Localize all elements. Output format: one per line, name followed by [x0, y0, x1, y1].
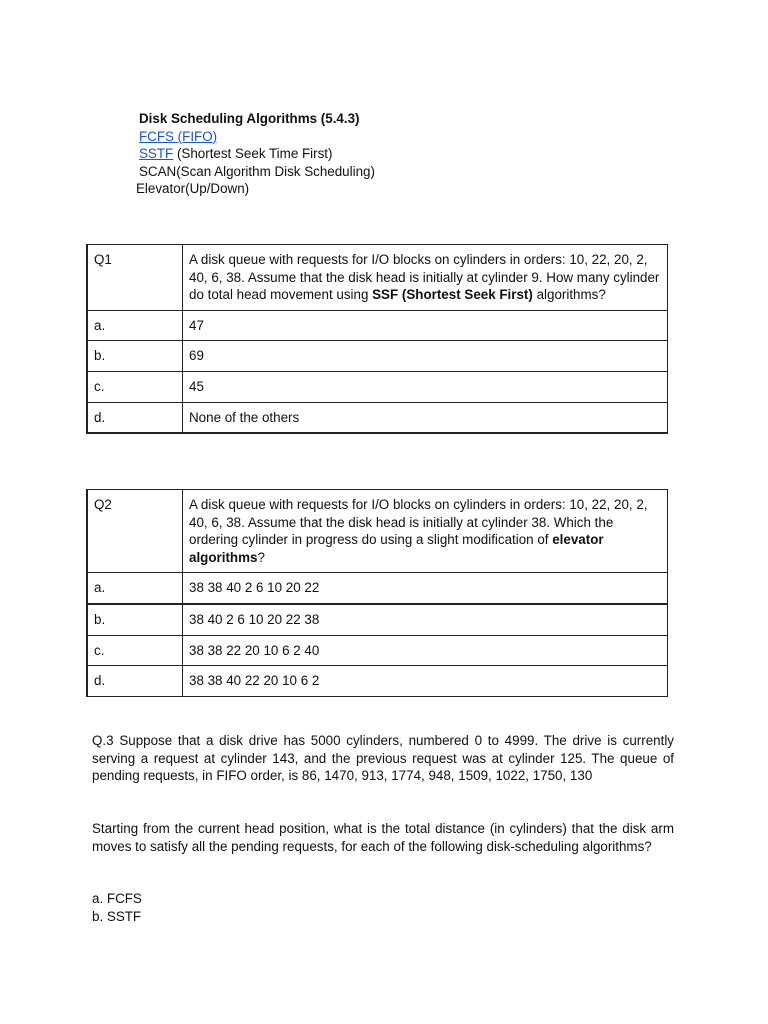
question-text: A disk queue with requests for I/O blocks on cylinders in orders: 10, 22, 20, 2, 40, 6, 38. Assume that the disk head is initially at cylinder 38. Which the ordering cylinder in progress do using a slight modification of elevator algorithms? — [183, 490, 668, 573]
option-value: 47 — [183, 310, 668, 341]
question-label: Q2 — [87, 490, 183, 573]
option-key: c. — [87, 635, 183, 666]
option-key: b. — [87, 341, 183, 372]
question-row — [87, 245, 668, 311]
option-value: 38 38 40 22 20 10 6 2 — [183, 666, 668, 697]
option-value: None of the others — [183, 402, 668, 433]
question-3-option-a: a. FCFS — [92, 891, 142, 906]
question-text: A disk queue with requests for I/O blocks on cylinders in orders: 10, 22, 20, 2, 40, 6, 38. Assume that the disk head is initially at cylinder 9. How many cylinder do total head movement using SSF (Shortest Seek First) algorithms? — [183, 245, 668, 311]
question-bold-term: elevator algorithms — [189, 532, 604, 565]
question-3-paragraph: Q.3 Suppose that a disk drive has 5000 cylinders, numbered 0 to 4999. The drive is currently serving a request at cylinder 143, and the previous request was at cylinder 125. The queue of pending requests, in FIFO order, is 86, 1470, 913, 1774, 948, 1509, 1022, 1750, 130 — [92, 733, 674, 784]
sstf-line — [139, 145, 375, 163]
option-row-d[interactable] — [87, 666, 668, 697]
option-value: 45 — [183, 371, 668, 402]
option-value: 69 — [183, 341, 668, 372]
option-value: 38 40 2 6 10 20 22 38 — [183, 604, 668, 635]
option-row-b[interactable] — [87, 341, 668, 372]
algorithm-list — [136, 110, 375, 198]
elevator-line: Elevator(Up/Down) — [136, 181, 250, 197]
option-row-c[interactable] — [87, 371, 668, 402]
question-bold-term: SSF (Shortest Seek First) — [372, 287, 533, 303]
option-row-b[interactable] — [87, 604, 668, 635]
option-key: c. — [87, 371, 183, 402]
option-key: d. — [87, 402, 183, 433]
question-2-table — [86, 489, 668, 697]
fcfs-link[interactable]: FCFS (FIFO) — [139, 128, 218, 144]
question-3-prompt: Starting from the current head position, what is the total distance (in cylinders) that the disk arm moves to satisfy all the pending requests, for each of the following disk-scheduling algorithms? — [92, 821, 674, 854]
option-key: a. — [87, 573, 183, 604]
question-1-table — [86, 244, 668, 434]
question-label: Q1 — [87, 245, 183, 311]
option-key: b. — [87, 604, 183, 635]
option-row-a[interactable] — [87, 310, 668, 341]
sstf-link[interactable]: SSTF — [139, 146, 174, 162]
sstf-description: (Shortest Seek Time First) — [173, 146, 333, 162]
option-key: d. — [87, 666, 183, 697]
question-3-option-b: b. SSTF — [92, 908, 142, 924]
option-value: 38 38 22 20 10 6 2 40 — [183, 635, 668, 666]
question-row — [87, 490, 668, 573]
option-row-d[interactable] — [87, 402, 668, 433]
question-3-options — [92, 890, 674, 925]
option-row-c[interactable] — [87, 635, 668, 666]
option-row-a[interactable] — [87, 573, 668, 604]
scan-line: SCAN(Scan Algorithm Disk Scheduling) — [139, 163, 375, 179]
option-key: a. — [87, 310, 183, 341]
section-title: Disk Scheduling Algorithms (5.4.3) — [139, 111, 360, 126]
option-value: 38 38 40 2 6 10 20 22 — [183, 573, 668, 604]
